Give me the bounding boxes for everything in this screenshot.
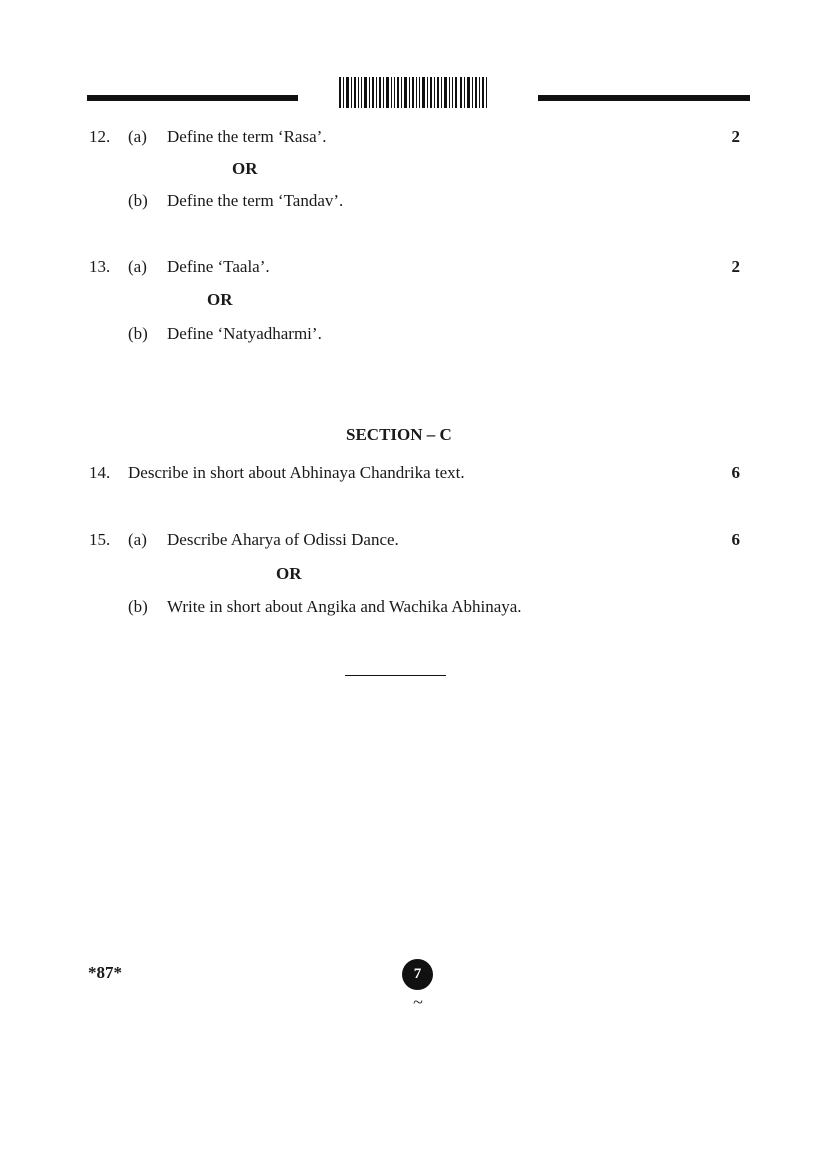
q12-number: 12. <box>89 127 111 146</box>
q12-a-text: Define the term ‘Rasa’. <box>167 127 327 146</box>
q14-number: 14. <box>89 463 111 482</box>
header-rule-left <box>87 95 298 101</box>
barcode <box>339 77 487 108</box>
end-of-paper-rule <box>345 675 446 676</box>
header-rule-right <box>538 95 750 101</box>
q13-number: 13. <box>89 257 111 276</box>
q15-b-label: (b) <box>128 597 148 616</box>
footer-code: *87* <box>88 963 122 982</box>
q13-b-text: Define ‘Natyadharmi’. <box>167 324 322 343</box>
q15-a-text: Describe Aharya of Odissi Dance. <box>167 530 399 549</box>
q13-a-label: (a) <box>128 257 147 276</box>
footer-tilde: ~ <box>413 992 423 1012</box>
q15-marks: 6 <box>731 530 740 549</box>
page-number-badge <box>402 959 433 990</box>
q13-or: OR <box>207 290 233 309</box>
q12-b-label: (b) <box>128 191 148 210</box>
q15-number: 15. <box>89 530 111 549</box>
q13-marks: 2 <box>731 257 740 276</box>
page-number: 7 <box>413 966 422 982</box>
q13-a-text: Define ‘Taala’. <box>167 257 270 276</box>
q15-a-label: (a) <box>128 530 147 549</box>
q14-text: Describe in short about Abhinaya Chandrika text. <box>128 463 465 482</box>
q14-marks: 6 <box>731 463 740 482</box>
q12-marks: 2 <box>731 127 740 146</box>
q13-b-label: (b) <box>128 324 148 343</box>
section-c-heading: SECTION – C <box>346 425 452 444</box>
q15-or: OR <box>276 564 302 583</box>
q15-b-text: Write in short about Angika and Wachika Abhinaya. <box>167 597 522 616</box>
q12-b-text: Define the term ‘Tandav’. <box>167 191 344 210</box>
q12-a-label: (a) <box>128 127 147 146</box>
q12-or: OR <box>232 159 258 178</box>
